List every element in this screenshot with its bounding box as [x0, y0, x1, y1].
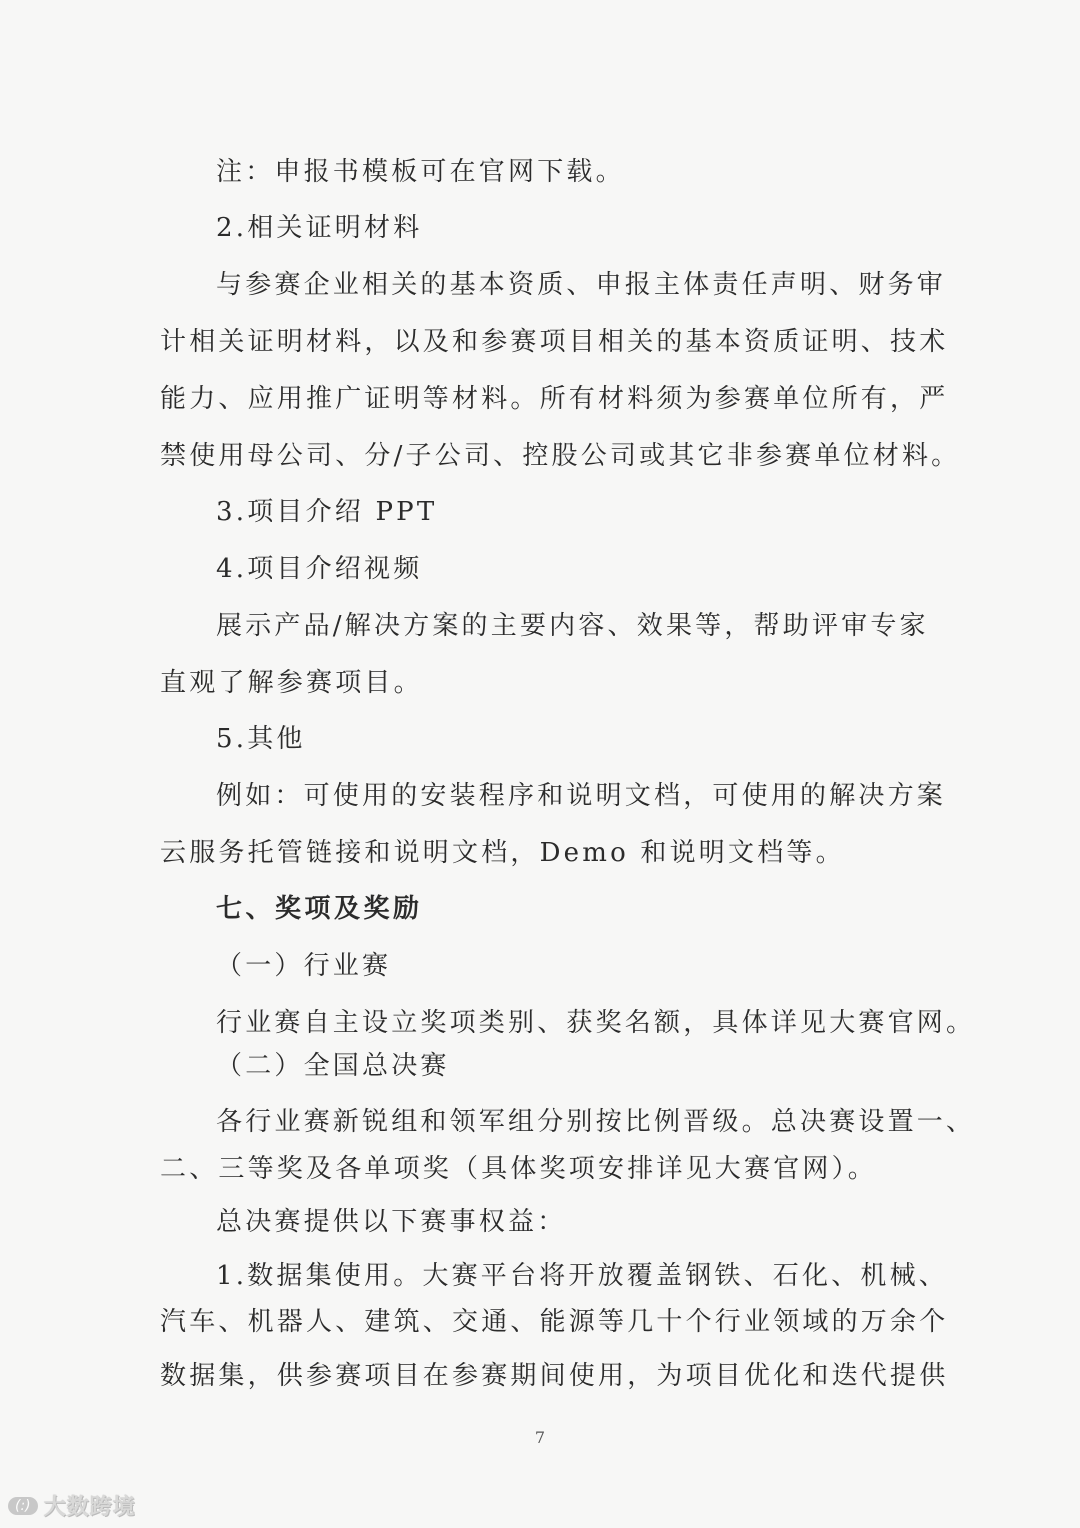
paragraph-line: 禁使用母公司、分/子公司、控股公司或其它非参赛单位材料。: [160, 441, 961, 471]
paragraph-line: 数据集，供参赛项目在参赛期间使用，为项目优化和迭代提供: [160, 1361, 949, 1391]
section-item-3: 3.项目介绍 PPT: [216, 497, 438, 527]
watermark-brand: 大数跨境: [43, 1495, 136, 1520]
paragraph-line: 各行业赛新锐组和领军组分别按比例晋级。总决赛设置一、: [216, 1107, 976, 1137]
paragraph-line: 例如：可使用的安装程序和说明文档，可使用的解决方案: [216, 781, 947, 811]
paragraph-line: 云服务托管链接和说明文档，Demo 和说明文档等。: [160, 838, 845, 868]
paragraph-line: 总决赛提供以下赛事权益：: [216, 1207, 567, 1237]
paragraph-line: 展示产品/解决方案的主要内容、效果等，帮助评审专家: [216, 611, 929, 641]
section-item-2: 2.相关证明材料: [216, 213, 423, 243]
section-item-5: 5.其他: [216, 724, 306, 754]
subsection-heading: （一）行业赛: [216, 951, 392, 981]
paragraph-line: 计相关证明材料，以及和参赛项目相关的基本资质证明、技术: [160, 327, 949, 357]
paragraph-line: 与参赛企业相关的基本资质、申报主体责任声明、财务审: [216, 270, 947, 300]
subsection-heading: （二）全国总决赛: [216, 1051, 450, 1081]
note-line: 注：申报书模板可在官网下载。: [216, 157, 625, 187]
watermark-logo-icon: (:): [8, 1497, 38, 1515]
paragraph-line: 汽车、机器人、建筑、交通、能源等几十个行业领域的万余个: [160, 1307, 949, 1337]
paragraph-line: 行业赛自主设立奖项类别、获奖名额，具体详见大赛官网。: [216, 1008, 976, 1038]
paragraph-line: 直观了解参赛项目。: [160, 668, 423, 698]
paragraph-line: 能力、应用推广证明等材料。所有材料须为参赛单位所有，严: [160, 384, 949, 414]
section-item-4: 4.项目介绍视频: [216, 554, 423, 584]
paragraph-line: 1.数据集使用。大赛平台将开放覆盖钢铁、石化、机械、: [216, 1261, 949, 1291]
watermark: [8, 1490, 136, 1521]
paragraph-line: 二、三等奖及各单项奖（具体奖项安排详见大赛官网）。: [160, 1154, 878, 1184]
page-number: 7: [534, 1428, 546, 1447]
section-heading: 七、奖项及奖励: [216, 894, 423, 924]
